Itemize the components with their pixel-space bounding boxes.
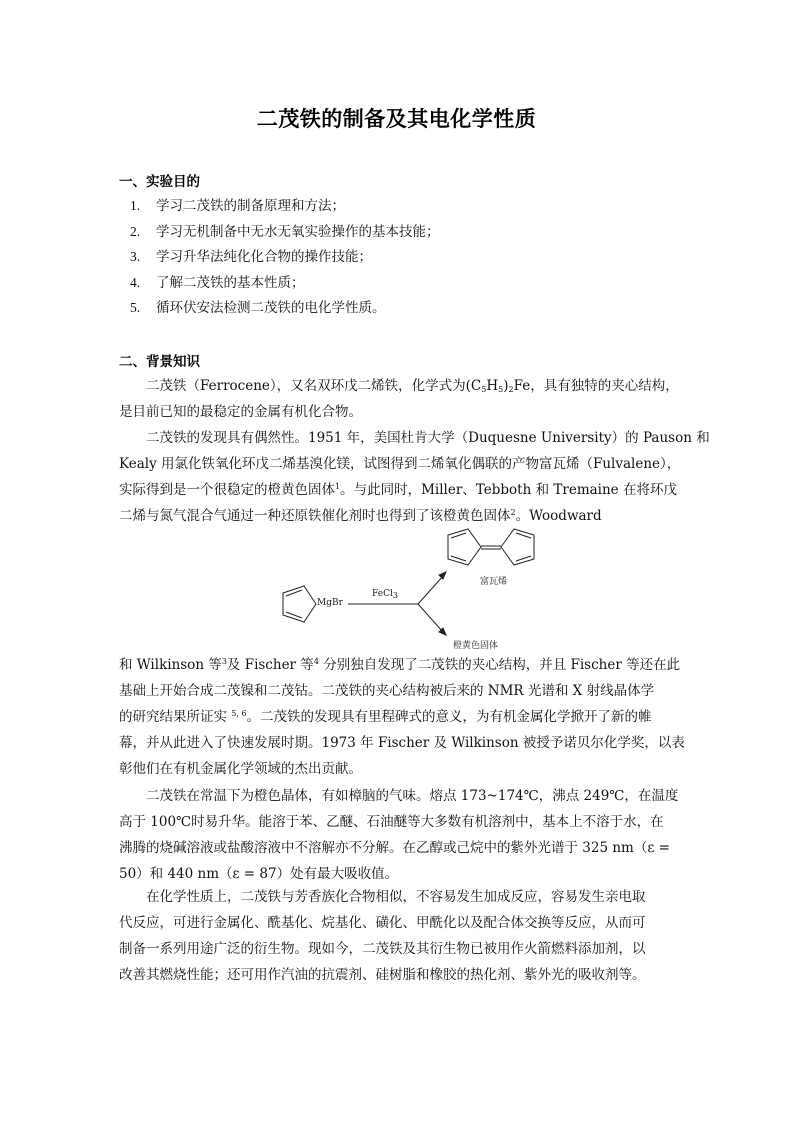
section-heading-background: 二、背景知识 (119, 354, 200, 370)
page-title: 二茂铁的制备及其电化学性质 (256, 107, 537, 131)
product-orange-solid-label: 橙黄色固体 (453, 641, 499, 651)
cyclopentadienyl-ring-icon (283, 586, 316, 622)
reactant-label: MgBr (317, 598, 343, 608)
list-item: 5. 循环伏安法检测二茂铁的电化学性质。 (130, 300, 386, 316)
reaction-scheme-drawing (270, 525, 560, 655)
citation-ref: 3 (221, 657, 227, 666)
paragraph-physical-properties: 二茂铁在常温下为橙色晶体，有如樟脑的气味。熔点 173~174℃，沸点 249℃，在温度 高于 100℃时易升华。能溶于苯、乙醚、石油醚等大多数有机溶剂中，基本上不溶于水，在 沸腾的烧碱溶液或盐酸溶液中不溶解亦不分解。在乙醇或己烷中的紫外光谱于 325 nm（ε = 50）和 440 nm（ε = 87）处有最大吸收值。 (119, 788, 679, 882)
citation-ref: 5, 6 (231, 709, 247, 718)
paragraph-ferrocene-intro: 二茂铁（Ferrocene），又名双环戊二烯铁，化学式为$(C_5H_5)_2Fe$，具有独特的夹心结构， 是目前已知的最稳定的金属有机化合物。 (119, 378, 679, 420)
list-item: 1. 学习二茂铁的制备原理和方法； (130, 198, 345, 214)
list-item: 3. 学习升华法纯化化合物的操作技能； (130, 249, 372, 265)
reagent-label: FeCl$_3$ (372, 589, 398, 600)
reaction-scheme (270, 525, 560, 655)
product-fulvalene-label: 富瓦烯 (480, 577, 508, 587)
fulvalene-structure-icon (448, 529, 534, 565)
paragraph-chemical-properties: 在化学性质上，二茂铁与芳香族化合物相似，不容易发生加成反应，容易发生亲电取 代反应，可进行金属化、酰基化、烷基化、磺化、甲酰化以及配合体交换等反应，从而可 制备一系列用途广泛的衍生物。现如今，二茂铁及其衍生物已被用作火箭燃料添加剂，以 改善其燃烧性能；还可用作汽油的抗震剂、硅树脂和橡胶的热化剂、紫外光的吸收剂等。 (119, 889, 646, 983)
list-item: 2. 学习无机制备中无水无氧实验操作的基本技能； (130, 223, 440, 240)
citation-ref: 1 (335, 482, 341, 491)
list-item: 4. 了解二茂铁的基本性质； (130, 274, 305, 291)
paragraph-discovery: 二茂铁的发现具有偶然性。1951 年，美国杜肯大学（Duquesne University）的 Pauson 和 Kealy 用氯化铁氧化环戊二烯基溴化镁，试图得到二烯氧化偶联的产物富瓦烯（Fulvalene）， 实际得到是一个很稳定的橙黄色固体$^1$。与此同时，Miller、Tebboth 和 Tremaine 在将环戊 二烯与氮气混合气通过一种还原铁催化剂时也得到了该橙黄色固体$^2$。Woodward (119, 430, 710, 524)
citation-ref: 2 (510, 508, 516, 517)
paragraph-sandwich-structure: 和 Wilkinson 等$^3$及 Fischer 等$^4$ 分别独自发现了二茂铁的夹心结构，并且 Fischer 等还在此 基础上开始合成二茂镍和二茂钴。二茂铁的夹心结构被后来的 NMR 光谱和 X 射线晶体学 的研究结果所证实 $^{5, 6}$。二茂铁的发现具有里程碑式的意义，为有机金属化学掀开了新的帷 幕，并从此进入了快速发展时期。1973 年 Fischer 及 Wilkinson 被授予诺贝尔化学奖，以表 彰他们在有机金属化学领域的杰出贡献。 (119, 657, 685, 777)
citation-ref: 4 (313, 657, 319, 666)
section-heading-objectives: 一、实验目的 (119, 174, 200, 190)
objectives-list (130, 193, 440, 321)
